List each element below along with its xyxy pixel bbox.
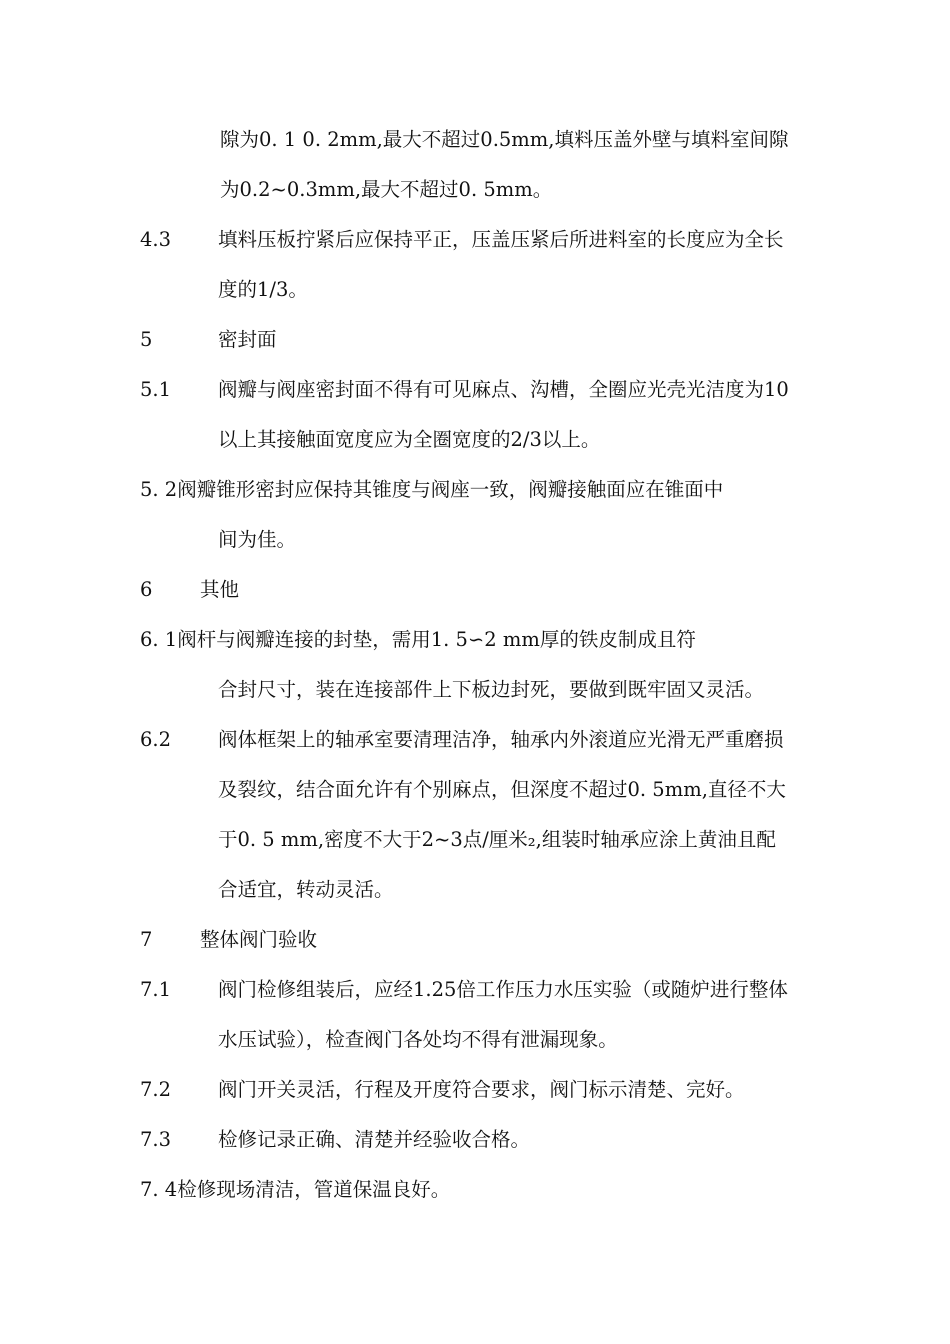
section-number: 7 — [140, 928, 153, 951]
section-number: 4.3 — [140, 228, 172, 251]
section-heading: 密封面 — [218, 328, 277, 351]
section-number: 6 — [140, 578, 153, 601]
section-heading: 其他 — [200, 578, 240, 601]
text-line: 水压试验），检查阀门各处均不得有泄漏现象。 — [218, 1028, 618, 1051]
section-number: 5.1 — [140, 378, 172, 401]
text-line: 隙为0. 1 0. 2mm,最大不超过0.5mm,填料压盖外壁与填料室间隙 — [220, 128, 789, 151]
text-line: 检修记录正确、清楚并经验收合格。 — [218, 1128, 531, 1151]
text-line: 阀门检修组装后，应经1.25倍工作压力水压实验（或随炉进行整体 — [218, 978, 788, 1001]
text-line: 阀门开关灵活，行程及开度符合要求，阀门标示清楚、完好。 — [218, 1078, 745, 1101]
text-line: 以上其接触面宽度应为全圈宽度的2/3以上。 — [218, 428, 601, 451]
section-heading: 整体阀门验收 — [200, 928, 318, 951]
section-number: 5 — [140, 328, 153, 351]
text-line: 为0.2~0.3mm,最大不超过0. 5mm。 — [220, 178, 553, 201]
text-line: 合适宜，转动灵活。 — [218, 878, 394, 901]
text-line: 合封尺寸，装在连接部件上下板边封死，要做到既牢固又灵活。 — [218, 678, 765, 701]
text-line: 间为佳。 — [218, 528, 297, 551]
text-line: 阀瓣与阀座密封面不得有可见麻点、沟槽，全圈应光壳光洁度为10 — [218, 378, 789, 401]
text-line: 填料压板拧紧后应保持平正，压盖压紧后所进料室的长度应为全长 — [218, 228, 784, 251]
text-line: 5. 2阀瓣锥形密封应保持其锥度与阀座一致，阀瓣接触面应在锥面中 — [140, 478, 724, 501]
text-line: 6. 1阀杆与阀瓣连接的封垫，需用1. 5∽2 mm厚的铁皮制成且符 — [140, 628, 696, 651]
text-line: 7. 4检修现场清洁，管道保温良好。 — [140, 1178, 451, 1201]
text-line: 度的1/3。 — [218, 278, 308, 301]
text-line: 于0. 5 mm,密度不大于2~3点/厘米₂,组装时轴承应涂上黄油且配 — [218, 828, 776, 851]
section-number: 7.3 — [140, 1128, 172, 1151]
section-number: 7.1 — [140, 978, 172, 1001]
section-number: 7.2 — [140, 1078, 172, 1101]
section-number: 6.2 — [140, 728, 172, 751]
text-line: 及裂纹，结合面允许有个别麻点，但深度不超过0. 5mm,直径不大 — [218, 778, 786, 801]
text-line: 阀体框架上的轴承室要清理洁净，轴承内外滚道应光滑无严重磨损 — [218, 728, 784, 751]
